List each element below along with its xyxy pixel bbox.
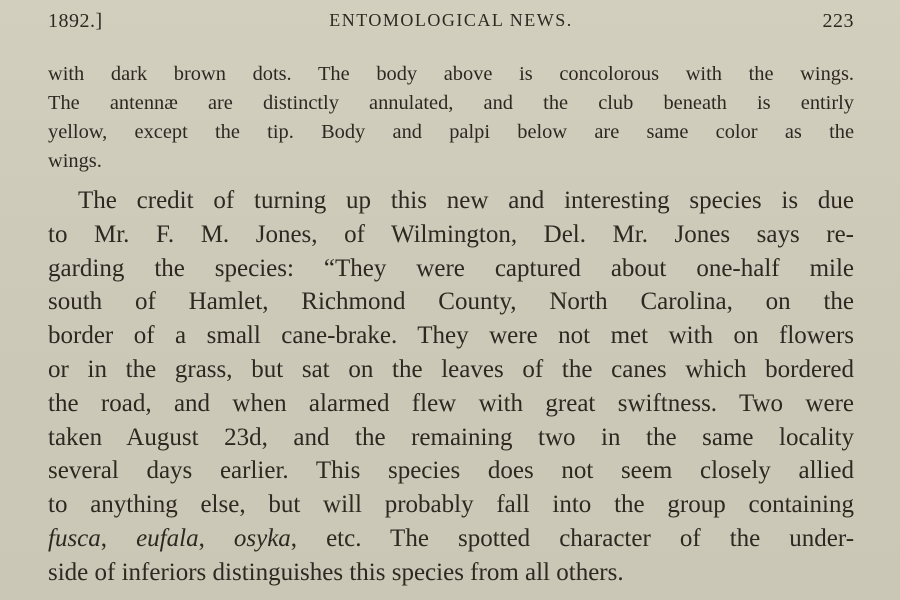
text-line: garding the species: “They were captured about one-half mile	[48, 254, 854, 282]
separator: ,	[198, 524, 234, 552]
text-line: side of inferiors distinguishes this species from all others.	[48, 558, 624, 586]
text-line: wings.	[48, 150, 102, 172]
species-name-eufala: eufala	[136, 524, 199, 552]
text-line: The antennæ are distinctly annulated, and the club beneath is entirly	[48, 92, 854, 114]
line-remainder: , etc. The spotted character of the under-	[290, 524, 855, 552]
journal-title: ENTOMOLOGICAL NEWS.	[329, 10, 573, 30]
text-line: taken August 23d, and the remaining two in the same locality	[48, 423, 854, 451]
text-line: or in the grass, but sat on the leaves of the canes which bordered	[48, 355, 854, 383]
text-line: several days earlier. This species does not seem closely allied	[48, 457, 854, 485]
species-name-osyka: osyka	[233, 524, 291, 552]
text-line: to anything else, but will probably fall into the group containing	[48, 491, 854, 519]
species-list-line	[48, 522, 854, 556]
species-name-fusca: fusca	[48, 524, 101, 552]
description-paragraph	[48, 60, 854, 176]
body-paragraph	[48, 184, 854, 590]
text-line: border of a small cane-brake. They were not met with on flowers	[48, 322, 854, 350]
text-line: the road, and when alarmed flew with great swiftness. Two were	[48, 389, 854, 417]
page-number: 223	[822, 10, 854, 32]
running-header	[48, 10, 854, 40]
text-line: with dark brown dots. The body above is concolorous with the wings.	[48, 63, 854, 85]
separator: ,	[100, 524, 137, 552]
header-year: 1892.]	[48, 10, 103, 32]
text-line: The credit of turning up this new and interesting species is due	[78, 187, 854, 214]
text-line: to Mr. F. M. Jones, of Wilmington, Del. Mr. Jones says re-	[48, 220, 854, 248]
text-line: yellow, except the tip. Body and palpi below are same color as the	[48, 121, 854, 143]
text-line: south of Hamlet, Richmond County, North Carolina, on the	[48, 288, 854, 316]
